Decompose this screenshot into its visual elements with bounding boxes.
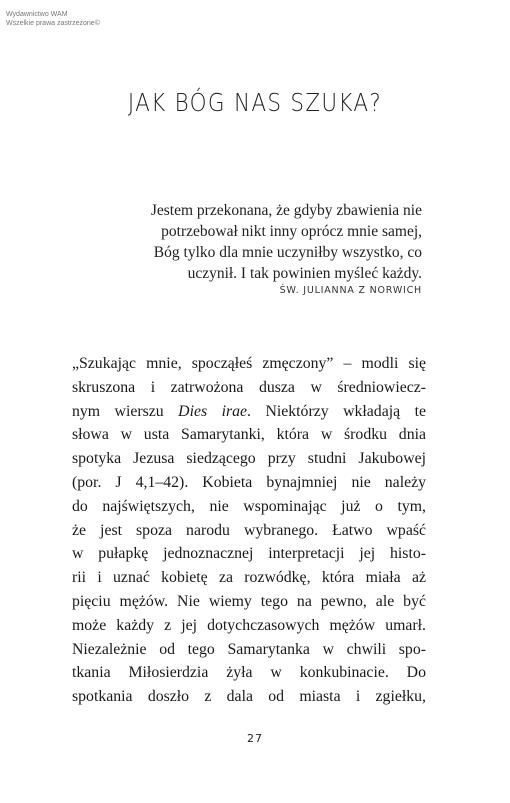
watermark-rights: Wszelkie prawa zastrzeżone© [6, 20, 100, 27]
body-line: rii i uznać kobietę za rozwódkę, która miała aż [72, 569, 426, 587]
body-line: słowa w usta Samarytanki, która w środku dnia [72, 426, 426, 444]
epigraph-attribution: ŚW. JULIANNA Z NORWICH [279, 285, 422, 296]
epigraph [112, 200, 422, 284]
body-line: Niezależnie od tego Samarytanka w chwili spo- [72, 640, 426, 658]
body-text-run: nym wierszu [72, 402, 179, 420]
epigraph-line: Bóg tylko dla mnie uczyniłby wszystko, co [153, 244, 422, 261]
body-text-run: . Niektórzy wkładają te [247, 402, 426, 420]
watermark-publisher: Wydawnictwo WAM [6, 11, 68, 18]
body-line: „Szukając mnie, spocząłeś zmęczony” – modli się [72, 355, 426, 372]
body-line: w pułapkę jednoznacznej interpretacji jej histo- [72, 545, 426, 563]
body-line: spotkania doszło z dala od miasta i zgiełku, [72, 688, 426, 706]
body-line: pięciu mężów. Nie wiemy tego na pewno, ale być [72, 592, 426, 610]
body-line [72, 400, 426, 424]
body-line: tkania Miłosierdzia żyła w konkubinacie. Do [72, 664, 426, 682]
page-number: 27 [247, 732, 263, 745]
poem-title-italic: Dies irae [178, 402, 248, 420]
body-line: (por. J 4,1–42). Kobieta bynajmniej nie należy [72, 473, 426, 491]
body-line: może każdy z jej dotychczasowych mężów umarł. [72, 616, 426, 634]
body-line: spotyka Jezusa siedzącego przy studni Jakubowej [72, 450, 426, 468]
body-text [72, 352, 426, 709]
chapter-title: JAK BÓG NAS SZUKA? [127, 88, 383, 117]
publisher-watermark [6, 10, 100, 28]
body-line: skruszona i zatrwożona dusza w średniowiecz- [72, 378, 426, 396]
epigraph-line: uczynił. I tak powinien myśleć każdy. [187, 265, 422, 282]
epigraph-line: potrzebował nikt inny oprócz mnie samej, [161, 223, 422, 240]
epigraph-line: Jestem przekonana, że gdyby zbawienia nie [150, 202, 422, 219]
body-line: że jest spoza narodu wybranego. Łatwo wpaść [72, 521, 426, 539]
body-line: do najświętszych, nie wspominając już o tym, [72, 497, 426, 515]
